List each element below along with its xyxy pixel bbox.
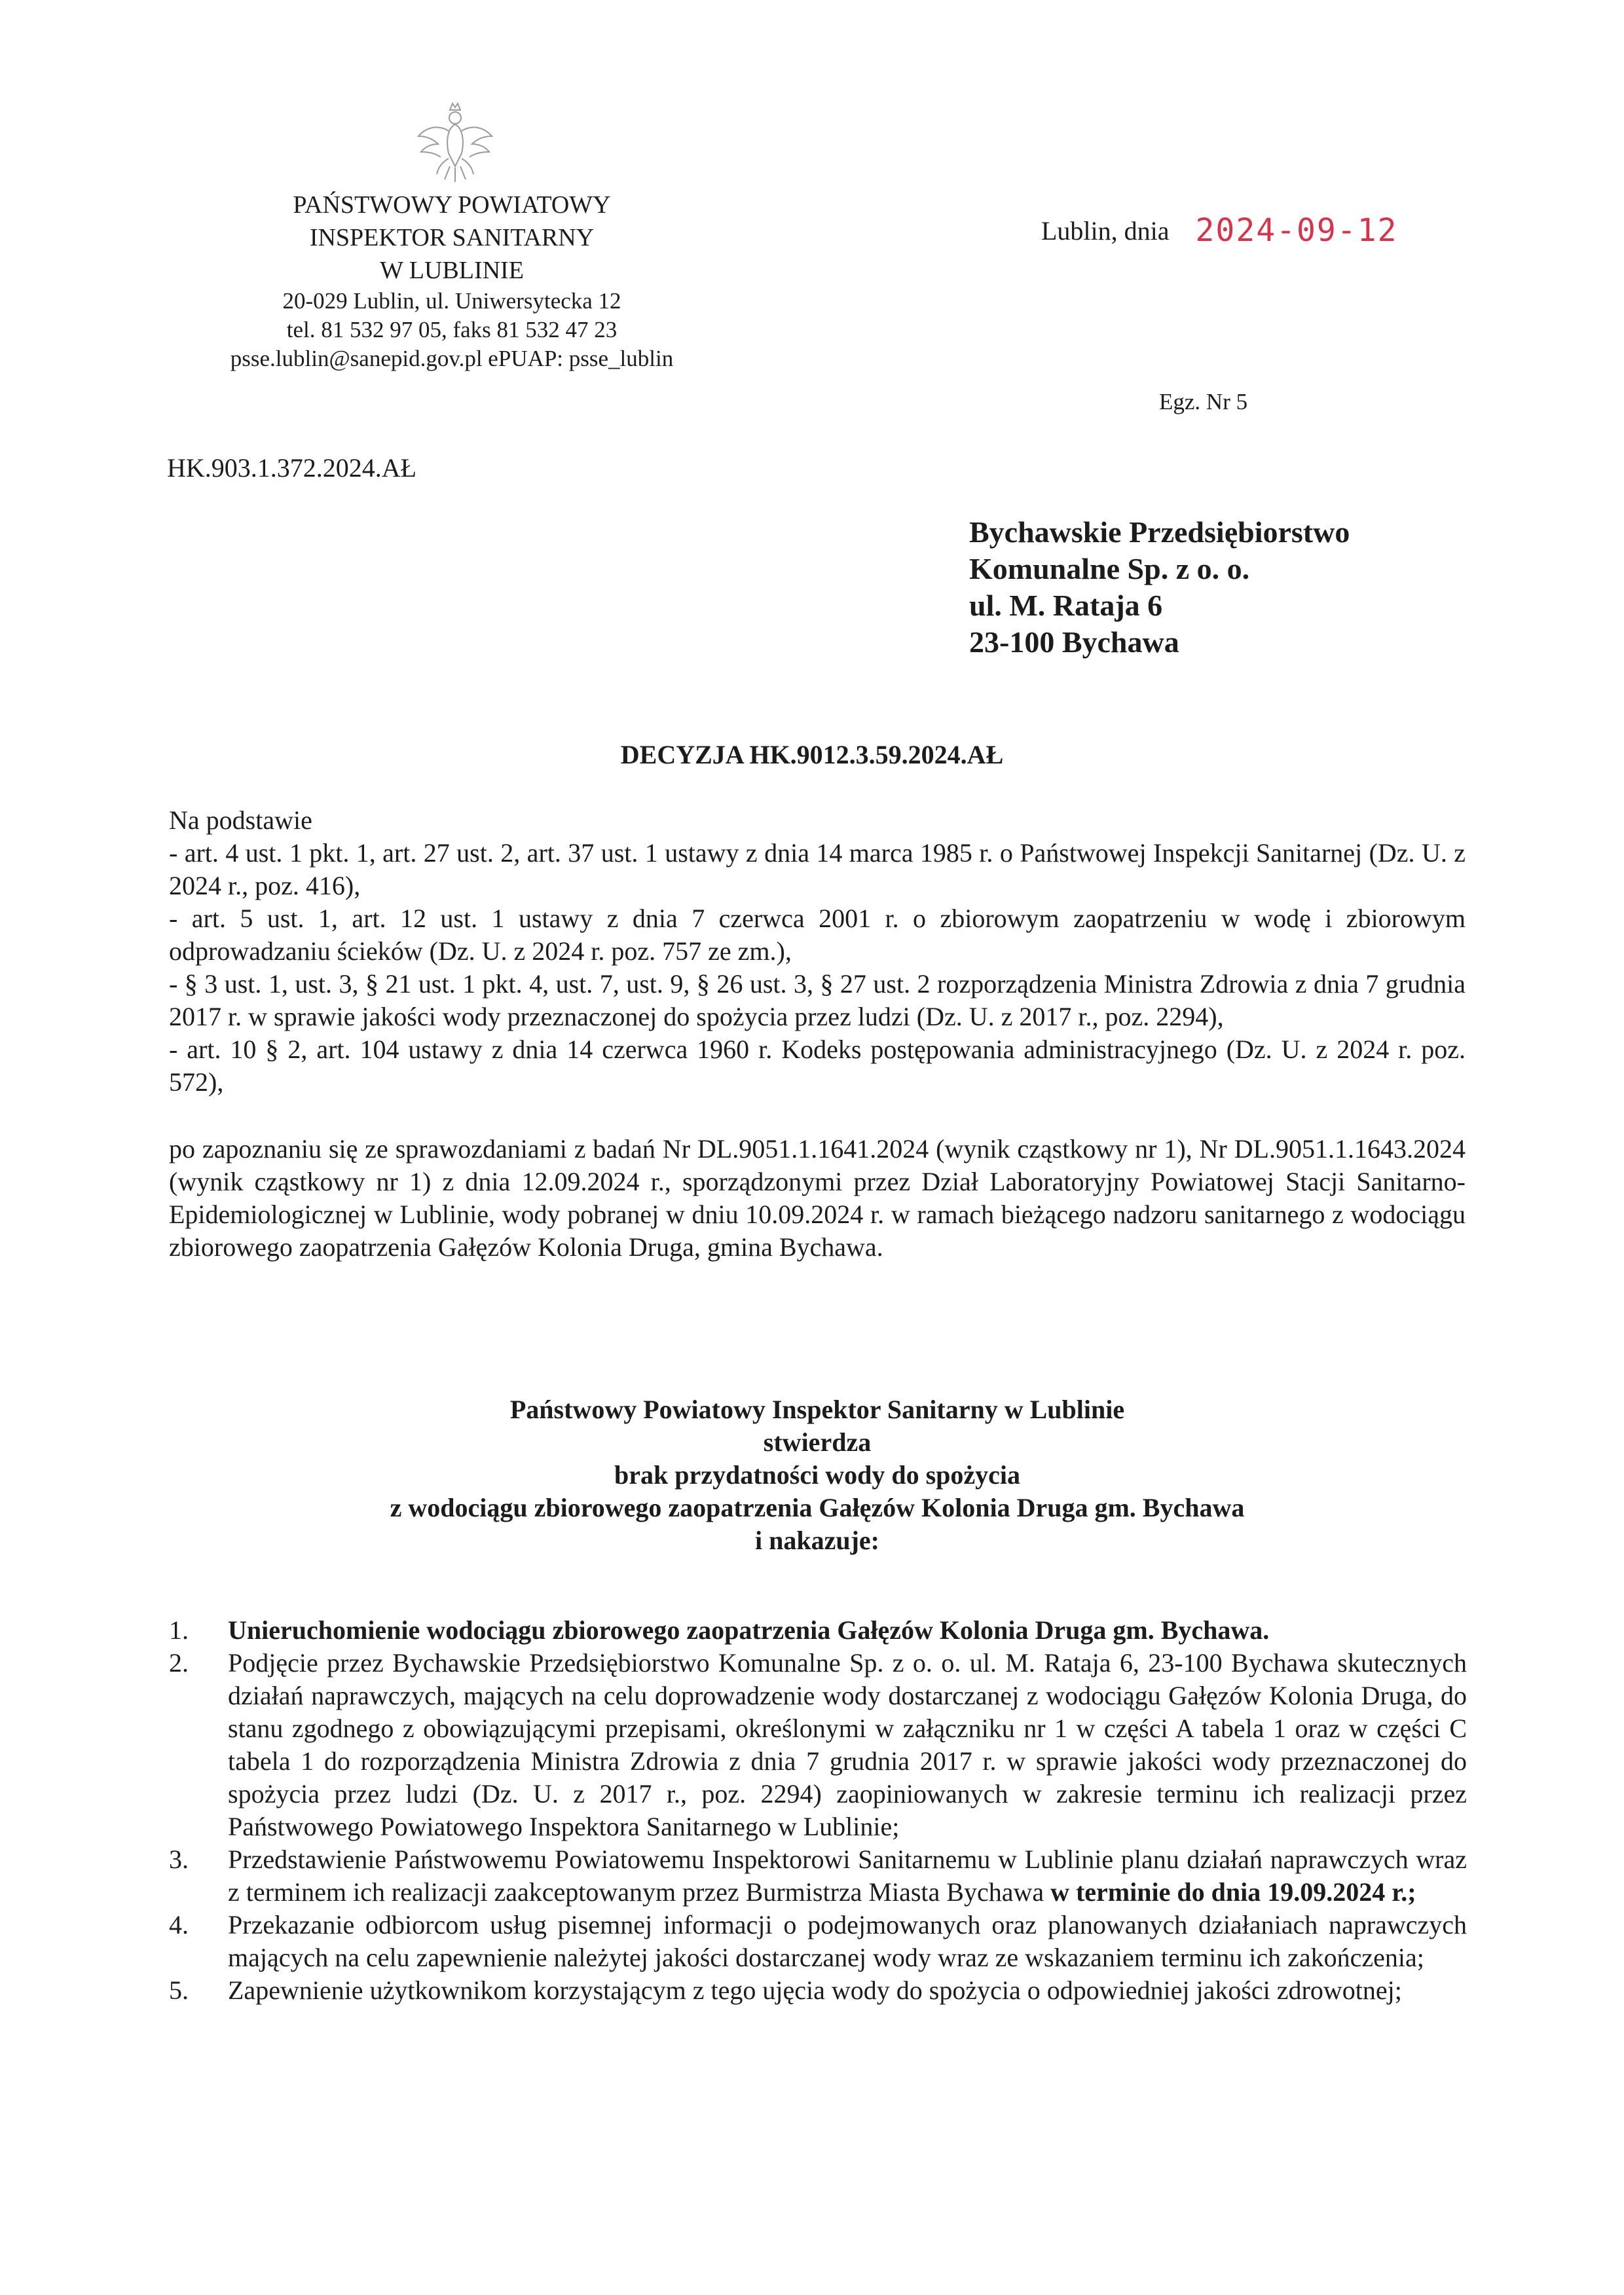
order-item bbox=[169, 1974, 1467, 2007]
addressee-line: 23-100 Bychawa bbox=[969, 625, 1179, 659]
order-number: 1. bbox=[169, 1615, 189, 1645]
basis-item: - art. 10 § 2, art. 104 ustawy z dnia 14 czerwca 1960 r. Kodeks postępowania administracyjnego (Dz. U. z 2024 r. poz. 572), bbox=[169, 1035, 1466, 1097]
finding-line: brak przydatności wody do spożycia bbox=[614, 1460, 1021, 1490]
finding-line: Państwowy Powiatowy Inspektor Sanitarny w Lublinie bbox=[509, 1395, 1125, 1424]
issuer-phone-line: tel. 81 532 97 05, faks 81 532 47 23 bbox=[286, 317, 618, 342]
finding-line: stwierdza bbox=[763, 1427, 872, 1457]
order-number: 5. bbox=[169, 1975, 189, 2005]
issuer-line: W LUBLINIE bbox=[380, 257, 524, 284]
decision-body bbox=[169, 804, 1466, 1264]
order-text-container bbox=[228, 1843, 1467, 1909]
order-text: Podjęcie przez Bychawskie Przedsiębiorstwo Komunalne Sp. z o. o. ul. M. Rataja 6, 23-100 Bychawa skutecznych działań naprawczych, mających na celu doprowadzenie wody dostarczanej z wodociągu Gałęzów Kolonia Druga, do stanu zgodnego z obowiązującymi przepisami, określonymi w załączniku nr 1 w części A tabela 1 oraz w części C tabela 1 do rozporządzenia Ministra Zdrowia z dnia 7 grudnia 2017 r. w sprawie jakości wody przeznaczonej do spożycia przez ludzi (Dz. U. z 2017 r., poz. 2294) zaopiniowanych w zakresie terminu ich realizacji przez Państwowego Powiatowego Inspektora Sanitarnego w Lublinie; bbox=[228, 1648, 1467, 1841]
issuer-address-line: 20-029 Lublin, ul. Uniwersytecka 12 bbox=[282, 288, 621, 314]
basis-item: - art. 4 ust. 1 pkt. 1, art. 27 ust. 2, art. 37 ust. 1 ustawy z dnia 14 marca 1985 r. o Państwowej Inspekcji Sanitarnej (Dz. U. z 2024 r., poz. 416), bbox=[169, 838, 1466, 900]
addressee-block bbox=[969, 514, 1350, 661]
order-number: 4. bbox=[169, 1910, 189, 1939]
finding-block bbox=[169, 1393, 1466, 1557]
polish-eagle-emblem-icon bbox=[409, 98, 501, 190]
order-item bbox=[169, 1843, 1467, 1909]
order-text: Zapewnienie użytkownikom korzystającym z tego ujęcia wody do spożycia o odpowiedniej jakości zdrowotnej; bbox=[228, 1975, 1402, 2005]
order-item bbox=[169, 1614, 1467, 1647]
place-date bbox=[1041, 213, 1398, 248]
order-text: Przedstawienie Państwowemu Powiatowemu Inspektorowi Sanitarnemu w Lublinie planu działań naprawczych wraz z terminem ich realizacji zaakceptowanym przez Burmistrza Miasta Bychawa bbox=[228, 1845, 1467, 1907]
basis-item: - § 3 ust. 1, ust. 3, § 21 ust. 1 pkt. 4, ust. 7, ust. 9, § 26 ust. 3, § 27 ust. 2 rozporządzenia Ministra Zdrowia z dnia 7 grudnia 2017 r. w sprawie jakości wody przeznaczonej do spożycia przez ludzi (Dz. U. z 2017 r., poz. 2294), bbox=[169, 969, 1466, 1031]
issuer-block bbox=[164, 189, 740, 373]
review-paragraph: po zapoznaniu się ze sprawozdaniami z badań Nr DL.9051.1.1641.2024 (wynik cząstkowy nr 1), Nr DL.9051.1.1643.2024 (wynik cząstkowy nr 1) z dnia 12.09.2024 r., sporządzonymi przez Dział Laboratoryjny Powiatowej Stacji Sanitarno-Epidemiologicznej w Lublinie, wody pobranej w dniu 10.09.2024 r. w ramach bieżącego nadzoru sanitarnego z wodociągu zbiorowego zaopatrzenia Gałęzów Kolonia Druga, gmina Bychawa. bbox=[169, 1134, 1466, 1262]
case-reference: HK.903.1.372.2024.AŁ bbox=[167, 453, 417, 483]
place-date-label: Lublin, dnia bbox=[1041, 216, 1170, 246]
copy-number: Egz. Nr 5 bbox=[1159, 389, 1248, 414]
order-text: Unieruchomienie wodociągu zbiorowego zaopatrzenia Gałęzów Kolonia Druga gm. Bychawa. bbox=[228, 1615, 1270, 1645]
issuer-email-line: psse.lublin@sanepid.gov.pl ePUAP: psse_lublin bbox=[230, 346, 674, 371]
date-stamp: 2024-09-12 bbox=[1195, 212, 1398, 249]
order-number: 2. bbox=[169, 1648, 189, 1678]
order-text: Przekazanie odbiorcom usług pisemnej informacji o podejmowanych oraz planowanych działaniach naprawczych mających na celu zapewnienie należytej jakości dostarczanej wody wraz ze wskazaniem terminu ich zakończenia; bbox=[228, 1910, 1467, 1972]
order-item bbox=[169, 1647, 1467, 1843]
decision-title: DECYZJA HK.9012.3.59.2024.AŁ bbox=[620, 740, 1004, 769]
order-item bbox=[169, 1909, 1467, 1974]
finding-line: z wodociągu zbiorowego zaopatrzenia Gałęzów Kolonia Druga gm. Bychawa bbox=[390, 1493, 1245, 1522]
finding-line: i nakazuje: bbox=[755, 1526, 879, 1555]
basis-list bbox=[169, 837, 1466, 1099]
order-number: 3. bbox=[169, 1845, 189, 1874]
addressee-line: Bychawskie Przedsiębiorstwo bbox=[969, 515, 1350, 549]
orders-list bbox=[169, 1614, 1467, 2007]
basis-item: - art. 5 ust. 1, art. 12 ust. 1 ustawy z dnia 7 czerwca 2001 r. o zbiorowym zaopatrzeniu w wodę i zbiorowym odprowadzaniu ścieków (Dz. U. z 2024 r. poz. 757 ze zm.), bbox=[169, 904, 1466, 966]
issuer-line: PAŃSTWOWY POWIATOWY bbox=[293, 191, 611, 219]
issuer-line: INSPEKTOR SANITARNY bbox=[309, 224, 595, 251]
addressee-line: ul. M. Rataja 6 bbox=[969, 589, 1163, 622]
addressee-line: Komunalne Sp. z o. o. bbox=[969, 552, 1250, 585]
order-deadline: w terminie do dnia 19.09.2024 r.; bbox=[1050, 1877, 1416, 1907]
basis-intro: Na podstawie bbox=[169, 805, 312, 835]
